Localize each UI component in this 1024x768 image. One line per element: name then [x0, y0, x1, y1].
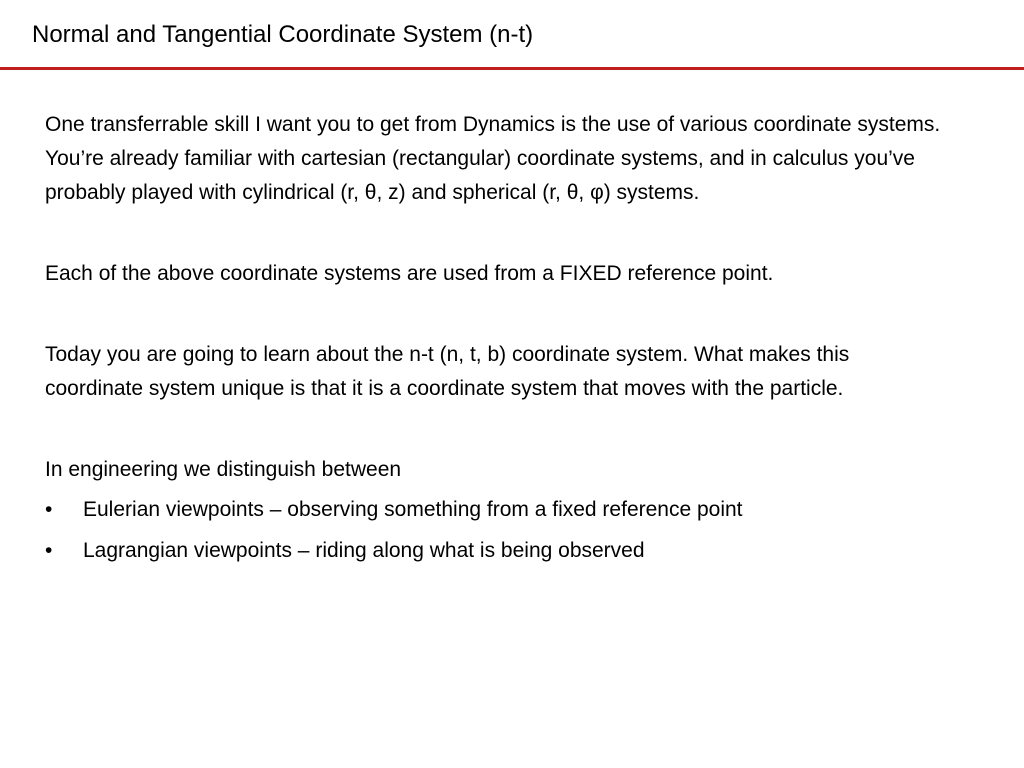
- slide-title: Normal and Tangential Coordinate System (n-t): [32, 21, 534, 48]
- title-divider: [0, 67, 1024, 70]
- paragraph-coordinate-systems: One transferrable skill I want you to get from Dynamics is the use of various coordinate systems. You’re already familiar with cartesian (rectangular) coordinate systems, and in calculus you’ve probably played with cylindrical (r, θ, z) and spherical (r, θ, φ) systems.: [45, 113, 941, 204]
- paragraph-engineering-intro: In engineering we distinguish between: [45, 458, 402, 481]
- paragraph-fixed-reference: Each of the above coordinate systems are used from a FIXED reference point.: [45, 262, 774, 285]
- bullet-icon: •: [45, 498, 53, 521]
- bullet-icon: •: [45, 539, 53, 562]
- paragraph-nt-system: Today you are going to learn about the n-t (n, t, b) coordinate system. What makes this coordinate system unique is that it is a coordinate system that moves with the particle.: [45, 343, 850, 400]
- viewpoints-list: [45, 493, 945, 568]
- list-item-eulerian: [45, 493, 945, 527]
- slide-body: [45, 108, 945, 575]
- bullet-text: Eulerian viewpoints – observing something from a fixed reference point: [83, 498, 743, 521]
- bullet-text: Lagrangian viewpoints – riding along what is being observed: [83, 539, 645, 562]
- list-item-lagrangian: [45, 534, 945, 568]
